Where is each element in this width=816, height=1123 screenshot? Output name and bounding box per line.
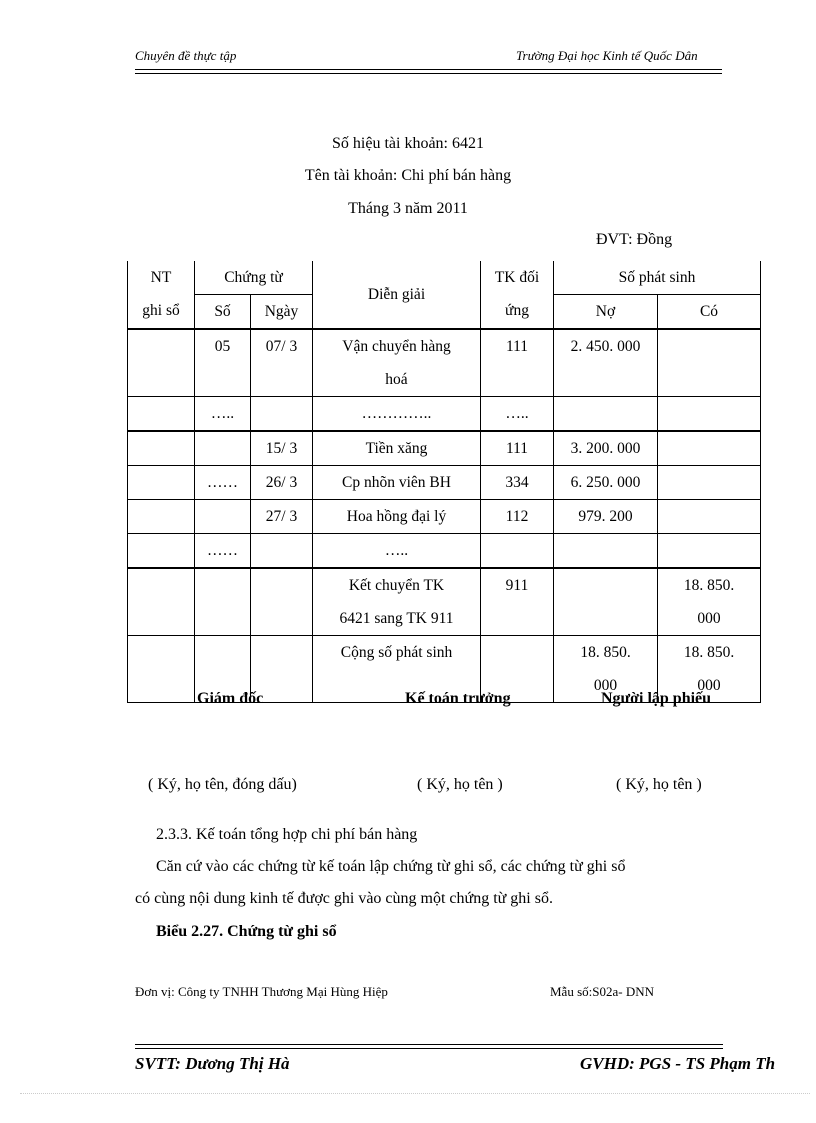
cell-co bbox=[658, 466, 761, 500]
cell-ngay: 27/ 3 bbox=[251, 500, 313, 534]
signature-chief-accountant-title: Kế toán trưởng bbox=[405, 690, 511, 707]
cell-dien-giai: ………….. bbox=[313, 397, 481, 432]
cell-dien-giai: Kết chuyển TK 6421 sang TK 911 bbox=[313, 568, 481, 636]
header-rule bbox=[135, 69, 722, 70]
cell-co: 18. 850. 000 bbox=[658, 568, 761, 636]
cell-nt bbox=[128, 534, 195, 569]
table-row bbox=[128, 397, 761, 432]
cell-so: ….. bbox=[195, 397, 251, 432]
form-number: Mẫu số:S02a- DNN bbox=[550, 984, 654, 999]
cell-nt bbox=[128, 568, 195, 636]
cell-ngay bbox=[251, 534, 313, 569]
header-no: Nợ bbox=[554, 295, 658, 330]
cell-so bbox=[195, 500, 251, 534]
section-heading: 2.3.3. Kế toán tổng hợp chi phí bán hàng bbox=[156, 826, 418, 843]
header-dien-giai: Diễn giải bbox=[313, 261, 481, 329]
cell-tk: 111 bbox=[481, 431, 554, 466]
table-row bbox=[128, 568, 761, 636]
table-row bbox=[128, 431, 761, 466]
header-rule-thin bbox=[135, 73, 722, 74]
cell-nt bbox=[128, 329, 195, 397]
table-row bbox=[128, 500, 761, 534]
cell-tk: ….. bbox=[481, 397, 554, 432]
signature-preparer-title: Người lập phiếu bbox=[601, 690, 712, 707]
cell-co bbox=[658, 500, 761, 534]
cell-dien-giai: ….. bbox=[313, 534, 481, 569]
table-header-row bbox=[128, 261, 761, 295]
footer-student: SVTT: Dương Thị Hà bbox=[135, 1054, 290, 1073]
cell-ngay: 26/ 3 bbox=[251, 466, 313, 500]
figure-caption: Biểu 2.27. Chứng từ ghi sổ bbox=[156, 923, 337, 940]
currency-unit: ĐVT: Đồng bbox=[596, 231, 673, 248]
paragraph-line-1: Căn cứ vào các chứng từ kế toán lập chứng từ ghi sổ, các chứng từ ghi sổ bbox=[156, 858, 626, 875]
footer-supervisor: GVHD: PGS - TS Phạm Th bbox=[580, 1054, 776, 1073]
cell-dien-giai: Vận chuyển hàng hoá bbox=[313, 329, 481, 397]
account-period: Tháng 3 năm 2011 bbox=[348, 200, 468, 217]
signature-preparer-note: ( Ký, họ tên ) bbox=[616, 776, 702, 793]
header-nt-ghi-so: NT ghi sổ bbox=[128, 261, 195, 329]
header-chung-tu: Chứng từ bbox=[195, 261, 313, 295]
cell-nt bbox=[128, 636, 195, 703]
cell-no: 2. 450. 000 bbox=[554, 329, 658, 397]
cell-dien-giai: Hoa hồng đại lý bbox=[313, 500, 481, 534]
header-ngay: Ngày bbox=[251, 295, 313, 330]
cell-nt bbox=[128, 431, 195, 466]
cell-nt bbox=[128, 397, 195, 432]
cell-ngay bbox=[251, 397, 313, 432]
company-unit: Đơn vị: Công ty TNHH Thương Mại Hùng Hiệp bbox=[135, 984, 388, 999]
header-co: Có bbox=[658, 295, 761, 330]
account-name: Tên tài khoản: Chi phí bán hàng bbox=[304, 167, 512, 184]
page-bottom-dotted-line bbox=[20, 1093, 810, 1094]
cell-so: 05 bbox=[195, 329, 251, 397]
cell-dien-giai: Tiền xăng bbox=[313, 431, 481, 466]
cell-dien-giai: Cp nhõn viên BH bbox=[313, 466, 481, 500]
footer-rule bbox=[135, 1044, 723, 1045]
cell-tk bbox=[481, 534, 554, 569]
header-right: Trường Đại học Kinh tế Quốc Dân bbox=[516, 48, 698, 63]
signature-director-note: ( Ký, họ tên, đóng dấu) bbox=[148, 776, 297, 793]
cell-so: …… bbox=[195, 534, 251, 569]
table-row bbox=[128, 534, 761, 569]
cell-so bbox=[195, 431, 251, 466]
table-row bbox=[128, 329, 761, 397]
cell-so: …… bbox=[195, 466, 251, 500]
cell-no bbox=[554, 568, 658, 636]
cell-tk: 911 bbox=[481, 568, 554, 636]
cell-co bbox=[658, 431, 761, 466]
cell-so bbox=[195, 568, 251, 636]
cell-co bbox=[658, 329, 761, 397]
cell-no: 18. 850. 000 bbox=[554, 636, 658, 703]
ledger-table bbox=[127, 261, 761, 703]
cell-nt bbox=[128, 466, 195, 500]
cell-tk: 111 bbox=[481, 329, 554, 397]
footer-rule-thin bbox=[135, 1048, 723, 1049]
cell-dien-giai: Cộng số phát sinh bbox=[313, 636, 481, 703]
signature-director-title: Giám đốc bbox=[197, 690, 264, 707]
cell-no bbox=[554, 534, 658, 569]
account-number: Số hiệu tài khoản: 6421 bbox=[332, 135, 484, 152]
cell-ngay: 15/ 3 bbox=[251, 431, 313, 466]
cell-co bbox=[658, 397, 761, 432]
header-so: Số bbox=[195, 295, 251, 330]
header-left: Chuyên đề thực tập bbox=[135, 48, 237, 63]
cell-no: 3. 200. 000 bbox=[554, 431, 658, 466]
cell-tk: 112 bbox=[481, 500, 554, 534]
cell-tk: 334 bbox=[481, 466, 554, 500]
cell-co: 18. 850. 000 bbox=[658, 636, 761, 703]
signature-chief-note: ( Ký, họ tên ) bbox=[417, 776, 503, 793]
cell-co bbox=[658, 534, 761, 569]
cell-nt bbox=[128, 500, 195, 534]
header-so-phat-sinh: Số phát sinh bbox=[554, 261, 761, 295]
cell-no bbox=[554, 397, 658, 432]
cell-ngay: 07/ 3 bbox=[251, 329, 313, 397]
paragraph-line-2: có cùng nội dung kinh tế được ghi vào cùng một chứng từ ghi sổ. bbox=[135, 890, 553, 907]
header-tk-doi-ung: TK đối ứng bbox=[481, 261, 554, 329]
table-row bbox=[128, 466, 761, 500]
cell-no: 6. 250. 000 bbox=[554, 466, 658, 500]
cell-no: 979. 200 bbox=[554, 500, 658, 534]
cell-ngay bbox=[251, 568, 313, 636]
